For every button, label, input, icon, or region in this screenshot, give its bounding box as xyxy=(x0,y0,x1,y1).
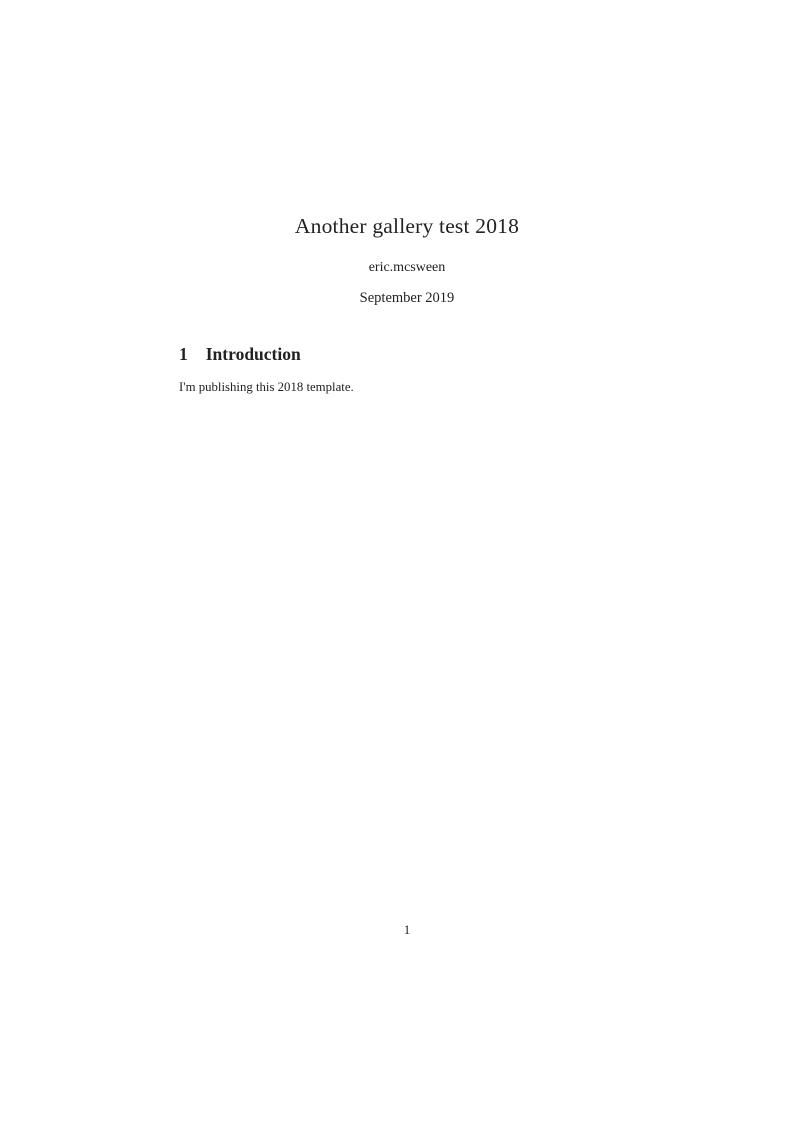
page-number: 1 xyxy=(403,922,411,937)
document-title: Another gallery test 2018 xyxy=(294,214,520,238)
document-date: September 2019 xyxy=(359,290,455,306)
section-title: Introduction xyxy=(205,344,301,364)
text-block xyxy=(179,0,635,1123)
document-author: eric.mcsween xyxy=(368,260,446,275)
body-paragraph: I'm publishing this 2018 template. xyxy=(179,380,354,394)
section-heading xyxy=(179,344,635,365)
section-number: 1 xyxy=(179,344,188,364)
